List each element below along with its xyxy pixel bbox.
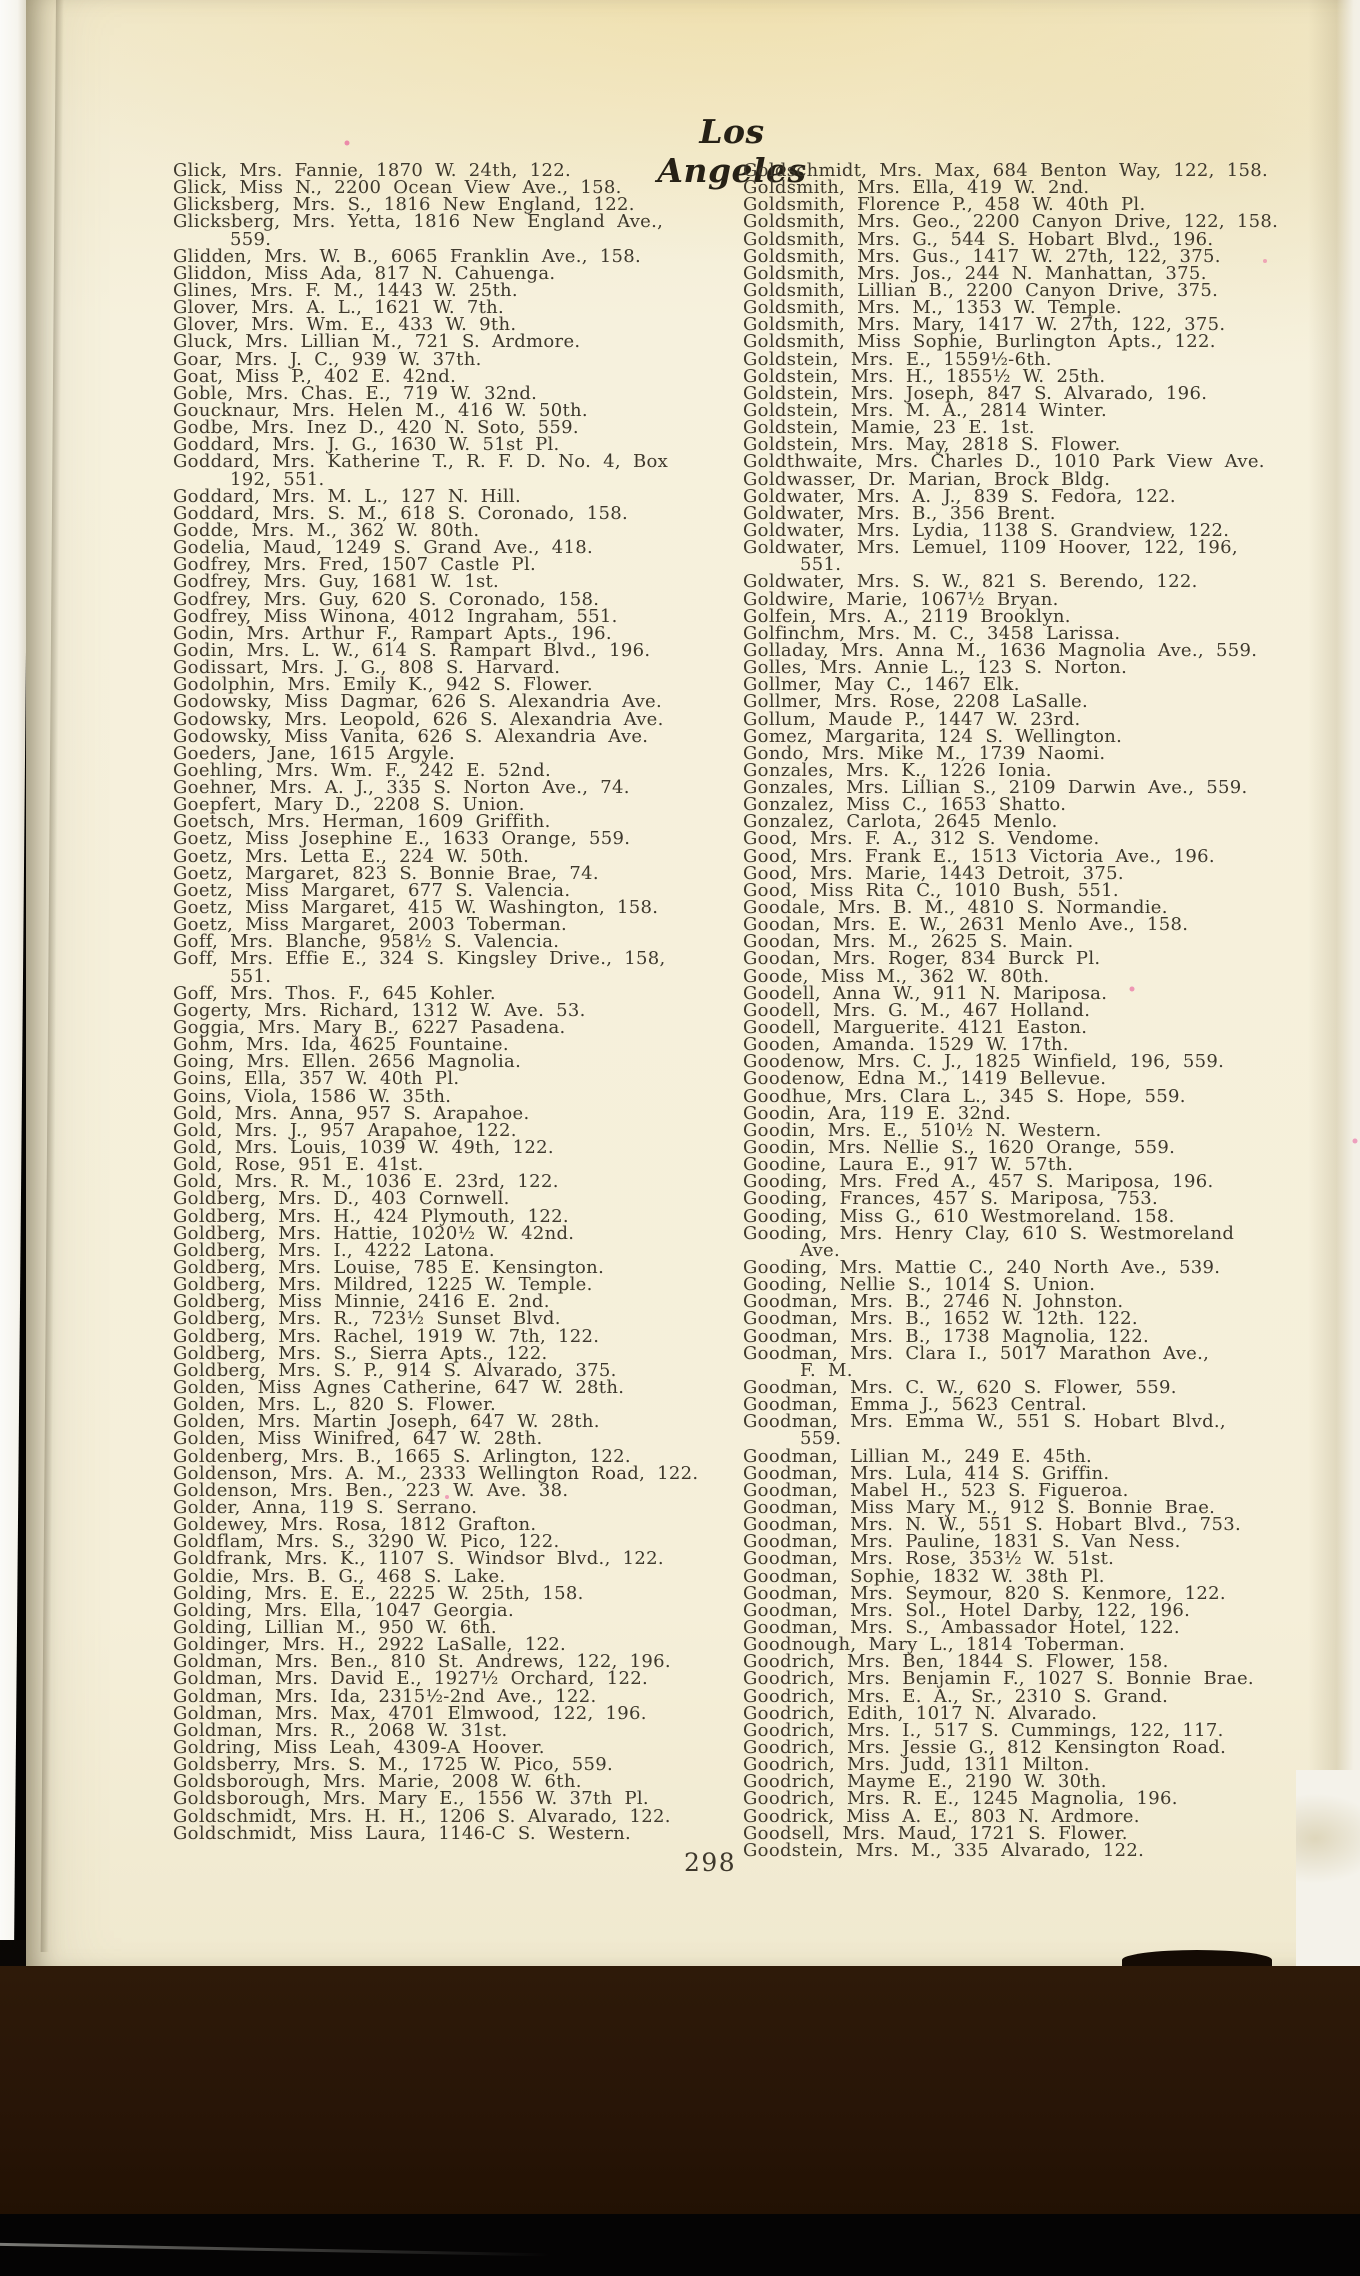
directory-entry: Goodstein, Mrs. M., 335 Alvarado, 122. (743, 1839, 1145, 1861)
directory-entry: Golding, Lillian M., 950 W. 6th. (173, 1616, 497, 1638)
directory-entry: Good, Mrs. F. A., 312 S. Vendome. (743, 828, 1100, 850)
directory-entry: Goodman, Sophie, 1832 W. 38th Pl. (743, 1565, 1105, 1587)
directory-entry: Gluck, Mrs. Lillian M., 721 S. Ardmore. (173, 331, 581, 353)
directory-entry-continuation: 192, 551. (230, 468, 325, 490)
directory-entry-continuation: 559. (230, 228, 272, 250)
directory-entry: Godowsky, Miss Vanita, 626 S. Alexandria Ave. (173, 725, 649, 747)
directory-entry: Goodrich, Mrs. Benjamin F., 1027 S. Bonnie Brae. (743, 1668, 1254, 1690)
directory-entry: Goldsmith, Mrs. Geo., 2200 Canyon Drive, 122, 158. (743, 211, 1279, 233)
directory-entry-continuation: 551. (230, 965, 272, 987)
directory-entry: Goddard, Mrs. M. L., 127 N. Hill. (173, 485, 521, 507)
directory-entry: Goldenson, Mrs. A. M., 2333 Wellington Road, 122. (173, 1462, 699, 1484)
directory-entry: Godowsky, Miss Dagmar, 626 S. Alexandria Ave. (173, 691, 663, 713)
directory-entry: Glicksberg, Mrs. Yetta, 1816 New England Ave., (173, 211, 664, 233)
directory-entry: Gonzales, Mrs. K., 1226 Ionia. (743, 759, 1052, 781)
directory-entry: Gonzalez, Carlota, 2645 Menlo. (743, 811, 1058, 833)
directory-entry: Goodenow, Mrs. C. J., 1825 Winfield, 196, 559. (743, 1051, 1225, 1073)
directory-entry: Goldwater, Mrs. S. W., 821 S. Berendo, 122. (743, 571, 1198, 593)
directory-entry: Goodman, Emma J., 5623 Central. (743, 1394, 1088, 1416)
directory-entry-continuation: F. M. (800, 1359, 853, 1381)
directory-entry: Goldenberg, Mrs. B., 1665 S. Arlington, 122. (173, 1445, 631, 1467)
directory-entry: Glover, Mrs. Wm. E., 433 W. 9th. (173, 314, 517, 336)
directory-entry: Goldstein, Mrs. May, 2818 S. Flower. (743, 434, 1121, 456)
directory-entry: Goodale, Mrs. B. M., 4810 S. Normandie. (743, 897, 1168, 919)
directory-entry: Goldsmith, Lillian B., 2200 Canyon Drive, 375. (743, 279, 1219, 301)
directory-page (26, 0, 1360, 1966)
directory-entry: Goodman, Mrs. N. W., 551 S. Hobart Blvd., 753. (743, 1514, 1241, 1536)
directory-entry: Goodin, Ara, 119 E. 32nd. (743, 1102, 1012, 1124)
directory-entry: Goble, Mrs. Chas. E., 719 W. 32nd. (173, 382, 538, 404)
directory-entry: Goetz, Miss Josephine E., 1633 Orange, 559. (173, 828, 631, 850)
directory-entry: Goodman, Mrs. Clara I., 5017 Marathon Ave., (743, 1342, 1210, 1364)
directory-entry: Godissart, Mrs. J. G., 808 S. Harvard. (173, 657, 561, 679)
directory-entry: Goldstein, Mrs. M. A., 2814 Winter. (743, 399, 1107, 421)
directory-entry: Gold, Rose, 951 E. 41st. (173, 1154, 424, 1176)
directory-entry: Gooding, Nellie S., 1014 S. Union. (743, 1274, 1096, 1296)
directory-column-right (743, 162, 1278, 1859)
directory-entry: Goodrich, Mrs. Judd, 1311 Milton. (743, 1754, 1090, 1776)
directory-entry: Godowsky, Mrs. Leopold, 626 S. Alexandria Ave. (173, 708, 664, 730)
book-cover-edge (0, 1966, 1360, 2216)
directory-entry: Goehling, Mrs. Wm. F., 242 E. 52nd. (173, 759, 552, 781)
directory-entry: Gooding, Miss G., 610 Westmoreland. 158. (743, 1205, 1175, 1227)
directory-entry: Goldberg, Mrs. Rachel, 1919 W. 7th, 122. (173, 1325, 600, 1347)
directory-entry: Goodman, Mrs. B., 1652 W. 12th. 122. (743, 1308, 1138, 1330)
directory-entry: Goldman, Mrs. Ida, 2315½-2nd Ave., 122. (173, 1685, 597, 1707)
directory-entry: Gliddon, Miss Ada, 817 N. Cahuenga. (173, 262, 556, 284)
directory-entry: Golding, Mrs. Ella, 1047 Georgia. (173, 1599, 514, 1621)
directory-entry: Goodan, Mrs. M., 2625 S. Main. (743, 931, 1074, 953)
directory-entry: Goode, Miss M., 362 W. 80th. (743, 965, 1050, 987)
directory-entry: Goldberg, Mrs. S., Sierra Apts., 122. (173, 1342, 548, 1364)
directory-entry: Goldsborough, Mrs. Marie, 2008 W. 6th. (173, 1771, 582, 1793)
directory-entry: Glines, Mrs. F. M., 1443 W. 25th. (173, 279, 518, 301)
directory-entry: Goodman, Mrs. S., Ambassador Hotel, 122. (743, 1616, 1180, 1638)
directory-entry: Godde, Mrs. M., 362 W. 80th. (173, 519, 480, 541)
directory-entry: Goodin, Mrs. E., 510½ N. Western. (743, 1119, 1102, 1141)
directory-entry: Goldsmith, Mrs. M., 1353 W. Temple. (743, 297, 1122, 319)
directory-entry: Goldinger, Mrs. H., 2922 LaSalle, 122. (173, 1634, 567, 1656)
directory-entry: Goodell, Marguerite. 4121 Easton. (743, 1017, 1088, 1039)
directory-entry: Goodhue, Mrs. Clara L., 345 S. Hope, 559. (743, 1085, 1186, 1107)
directory-entry: Goetsch, Mrs. Herman, 1609 Griffith. (173, 811, 551, 833)
directory-entry: Goodman, Mrs. Pauline, 1831 S. Van Ness. (743, 1531, 1181, 1553)
directory-entry: Goldman, Mrs. R., 2068 W. 31st. (173, 1719, 508, 1741)
directory-entry: Goff, Mrs. Blanche, 958½ S. Valencia. (173, 931, 560, 953)
directory-entry: Godelia, Maud, 1249 S. Grand Ave., 418. (173, 537, 594, 559)
directory-entry: Gollmer, May C., 1467 Elk. (743, 674, 1020, 696)
directory-entry: Goeders, Jane, 1615 Argyle. (173, 742, 456, 764)
directory-entry: Goodman, Mrs. Emma W., 551 S. Hobart Blvd., (743, 1411, 1226, 1433)
directory-entry: Gollum, Maude P., 1447 W. 23rd. (743, 708, 1081, 730)
directory-entry: Goodenow, Edna M., 1419 Bellevue. (743, 1068, 1107, 1090)
directory-entry: Goldwater, Mrs. Lemuel, 1109 Hoover, 122, 196, (743, 537, 1238, 559)
directory-entry: Godfrey, Mrs. Fred, 1507 Castle Pl. (173, 554, 537, 576)
directory-entry: Godfrey, Mrs. Guy, 1681 W. 1st. (173, 571, 500, 593)
directory-entry: Goldman, Mrs. David E., 1927½ Orchard, 122. (173, 1668, 648, 1690)
directory-entry: Goetz, Miss Margaret, 415 W. Washington, 158. (173, 897, 659, 919)
directory-entry: Gooding, Frances, 457 S. Mariposa, 753. (743, 1188, 1159, 1210)
directory-entry: Goldsmith, Florence P., 458 W. 40th Pl. (743, 194, 1146, 216)
directory-entry: Goodsell, Mrs. Maud, 1721 S. Flower. (743, 1822, 1128, 1844)
directory-entry: Goodrich, Mrs. Jessie G., 812 Kensington Road. (743, 1736, 1227, 1758)
directory-entry: Goldberg, Mrs. I., 4222 Latona. (173, 1239, 495, 1261)
directory-entry: Goldschmidt, Miss Laura, 1146-C S. Western. (173, 1822, 632, 1844)
directory-entry: Goddard, Mrs. J. G., 1630 W. 51st Pl. (173, 434, 560, 456)
page-title: Los Angeles (657, 112, 807, 190)
directory-entry: Good, Mrs. Marie, 1443 Detroit, 375. (743, 862, 1124, 884)
directory-entry: Golding, Mrs. E. E., 2225 W. 25th, 158. (173, 1582, 584, 1604)
directory-entry: Goodrich, Mrs. I., 517 S. Cummings, 122, 117. (743, 1719, 1224, 1741)
directory-entry: Gold, Mrs. R. M., 1036 E. 23rd, 122. (173, 1171, 559, 1193)
directory-entry: Goins, Viola, 1586 W. 35th. (173, 1085, 452, 1107)
directory-entry: Goldfrank, Mrs. K., 1107 S. Windsor Blvd., 122. (173, 1548, 664, 1570)
directory-entry: Golden, Miss Winifred, 647 W. 28th. (173, 1428, 543, 1450)
directory-entry: Goetz, Margaret, 823 S. Bonnie Brae, 74. (173, 862, 599, 884)
directory-entry: Goodin, Mrs. Nellie S., 1620 Orange, 559. (743, 1137, 1176, 1159)
directory-entry: Goodrich, Edith, 1017 N. Alvarado. (743, 1702, 1098, 1724)
directory-entry: Goldflam, Mrs. S., 3290 W. Pico, 122. (173, 1531, 560, 1553)
directory-entry: Goldberg, Mrs. Louise, 785 E. Kensington. (173, 1257, 605, 1278)
directory-entry: Gollmer, Mrs. Rose, 2208 LaSalle. (743, 691, 1089, 713)
directory-entry: Goetz, Mrs. Letta E., 224 W. 50th. (173, 845, 530, 867)
directory-entry: Goldsmith, Mrs. Gus., 1417 W. 27th, 122, 375. (743, 245, 1221, 267)
directory-entry: Goins, Ella, 357 W. 40th Pl. (173, 1068, 460, 1090)
directory-entry: Goodman, Miss Mary M., 912 S. Bonnie Brae. (743, 1496, 1216, 1518)
directory-entry: Goddard, Mrs. S. M., 618 S. Coronado, 158. (173, 502, 629, 524)
directory-entry: Goggia, Mrs. Mary B., 6227 Pasadena. (173, 1017, 566, 1039)
directory-entry: Goodman, Mabel H., 523 S. Figueroa. (743, 1479, 1129, 1501)
directory-entry: Glidden, Mrs. W. B., 6065 Franklin Ave., 158. (173, 245, 642, 267)
directory-entry: Golden, Mrs. Martin Joseph, 647 W. 28th. (173, 1411, 600, 1433)
directory-entry: Gooding, Mrs. Mattie C., 240 North Ave., 539. (743, 1257, 1221, 1278)
directory-entry-continuation: 551. (800, 554, 842, 576)
directory-entry: Goodine, Laura E., 917 W. 57th. (743, 1154, 1074, 1176)
directory-entry: Goff, Mrs. Effie E., 324 S. Kingsley Drive., 158, (173, 948, 666, 970)
directory-entry: Goldman, Mrs. Ben., 810 St. Andrews, 122, 196. (173, 1651, 671, 1673)
directory-entry: Godin, Mrs. Arthur F., Rampart Apts., 196. (173, 622, 612, 644)
directory-entry: Godfrey, Mrs. Guy, 620 S. Coronado, 158. (173, 588, 600, 610)
directory-entry: Goodman, Lillian M., 249 E. 45th. (743, 1445, 1093, 1467)
directory-entry: Goodman, Mrs. Sol., Hotel Darby, 122, 196. (743, 1599, 1191, 1621)
directory-entry: Goodrich, Mrs. E. A., Sr., 2310 S. Grand. (743, 1685, 1169, 1707)
directory-entry: Goldewey, Mrs. Rosa, 1812 Grafton. (173, 1514, 537, 1536)
directory-entry: Golden, Miss Agnes Catherine, 647 W. 28th. (173, 1376, 625, 1398)
directory-entry: Goodman, Mrs. B., 1738 Magnolia, 122. (743, 1325, 1150, 1347)
directory-entry: Good, Miss Rita C., 1010 Bush, 551. (743, 879, 1119, 901)
directory-entry: Goldthwaite, Mrs. Charles D., 1010 Park View Ave. (743, 451, 1265, 473)
directory-entry: Goucknaur, Mrs. Helen M., 416 W. 50th. (173, 399, 588, 421)
directory-entry: Godolphin, Mrs. Emily K., 942 S. Flower. (173, 674, 593, 696)
scan-background (0, 2214, 1360, 2276)
directory-entry: Goldsmith, Mrs. Mary, 1417 W. 27th, 122, 375. (743, 314, 1226, 336)
page-gutter-shadow (41, 0, 64, 1952)
directory-entry: Gonzales, Mrs. Lillian S., 2109 Darwin Ave., 559. (743, 777, 1248, 799)
directory-entry: Golfinchm, Mrs. M. C., 3458 Larissa. (743, 622, 1121, 644)
directory-entry: Goodrich, Mrs. Ben, 1844 S. Flower, 158. (743, 1651, 1169, 1673)
directory-entry: Godfrey, Miss Winona, 4012 Ingraham, 551. (173, 605, 618, 627)
directory-entry: Gogerty, Mrs. Richard, 1312 W. Ave. 53. (173, 999, 586, 1021)
directory-entry: Goodman, Mrs. C. W., 620 S. Flower, 559. (743, 1376, 1177, 1398)
directory-entry: Goff, Mrs. Thos. F., 645 Kohler. (173, 982, 496, 1004)
directory-entry: Goetz, Miss Margaret, 677 S. Valencia. (173, 879, 571, 901)
directory-entry: Goldstein, Mrs. Joseph, 847 S. Alvarado, 196. (743, 382, 1208, 404)
directory-entry: Goehner, Mrs. A. J., 335 S. Norton Ave., 74. (173, 777, 630, 799)
directory-entry: Golfein, Mrs. A., 2119 Brooklyn. (743, 605, 1071, 627)
directory-entry: Goodman, Mrs. Rose, 353½ W. 51st. (743, 1548, 1115, 1570)
directory-entry: Goldwater, Mrs. B., 356 Brent. (743, 502, 1056, 524)
directory-entry: Goldschmidt, Mrs. Max, 684 Benton Way, 122, 158. (743, 160, 1269, 181)
directory-entry: Gonzalez, Miss C., 1653 Shatto. (743, 794, 1067, 816)
directory-entry: Gooden, Amanda. 1529 W. 17th. (743, 1034, 1069, 1056)
directory-entry: Goldsmith, Mrs. Jos., 244 N. Manhattan, 375. (743, 262, 1207, 284)
directory-entry: Goldsmith, Miss Sophie, Burlington Apts., 122. (743, 331, 1216, 353)
directory-entry: Goldsmith, Mrs. Ella, 419 W. 2nd. (743, 177, 1090, 199)
page-curve-shadow (1308, 0, 1360, 1790)
directory-entry: Golder, Anna, 119 S. Serrano. (173, 1496, 478, 1518)
directory-entry: Goodell, Anna W., 911 N. Mariposa. (743, 982, 1108, 1004)
scan-dark-notch (0, 1940, 26, 1968)
directory-entry: Goldsmith, Mrs. G., 544 S. Hobart Blvd., 196. (743, 228, 1214, 250)
directory-entry: Goldberg, Mrs. Mildred, 1225 W. Temple. (173, 1274, 593, 1296)
directory-entry: Goldenson, Mrs. Ben., 223 W. Ave. 38. (173, 1479, 569, 1501)
directory-entry: Goat, Miss P., 402 E. 42nd. (173, 365, 457, 387)
directory-entry-continuation: Ave. (800, 1239, 841, 1261)
directory-entry: Goodrich, Mayme E., 2190 W. 30th. (743, 1771, 1107, 1793)
directory-entry: Goldwater, Mrs. A. J., 839 S. Fedora, 122. (743, 485, 1176, 507)
directory-entry: Golden, Mrs. L., 820 S. Flower. (173, 1394, 497, 1416)
directory-entry: Goldsborough, Mrs. Mary E., 1556 W. 37th Pl. (173, 1788, 649, 1810)
directory-entry: Goldberg, Mrs. R., 723½ Sunset Blvd. (173, 1308, 561, 1330)
directory-entry: Goodell, Mrs. G. M., 467 Holland. (743, 999, 1091, 1021)
directory-entry: Goldberg, Mrs. Hattie, 1020½ W. 42nd. (173, 1222, 575, 1244)
directory-entry: Goldstein, Mrs. E., 1559½-6th. (743, 348, 1052, 370)
directory-entry: Gold, Mrs. Anna, 957 S. Arapahoe. (173, 1102, 530, 1124)
directory-entry: Goldie, Mrs. B. G., 468 S. Lake. (173, 1565, 506, 1587)
directory-entry: Glick, Mrs. Fannie, 1870 W. 24th, 122. (173, 160, 572, 181)
directory-entry: Godin, Mrs. L. W., 614 S. Rampart Blvd., 196. (173, 639, 651, 661)
directory-entry: Goodrick, Miss A. E., 803 N. Ardmore. (743, 1805, 1140, 1827)
directory-entry: Gold, Mrs. J., 957 Arapahoe, 122. (173, 1119, 517, 1141)
directory-entry: Goldsberry, Mrs. S. M., 1725 W. Pico, 559. (173, 1754, 614, 1776)
directory-entry: Good, Mrs. Frank E., 1513 Victoria Ave., 196. (743, 845, 1215, 867)
directory-entry: Goodman, Mrs. Lula, 414 S. Griffin. (743, 1462, 1110, 1484)
directory-entry: Gooding, Mrs. Henry Clay, 610 S. Westmoreland (743, 1222, 1235, 1244)
directory-entry: Goodman, Mrs. Seymour, 820 S. Kenmore, 122. (743, 1582, 1226, 1604)
directory-entry: Gold, Mrs. Louis, 1039 W. 49th, 122. (173, 1137, 554, 1159)
directory-entry: Glick, Miss N., 2200 Ocean View Ave., 158. (173, 177, 622, 199)
directory-entry: Goldberg, Mrs. S. P., 914 S. Alvarado, 375. (173, 1359, 617, 1381)
directory-entry: Golladay, Mrs. Anna M., 1636 Magnolia Ave., 559. (743, 639, 1258, 661)
directory-entry: Goldwasser, Dr. Marian, Brock Bldg. (743, 468, 1111, 490)
scan-specks (26, 0, 28, 2)
directory-entry: Gohm, Mrs. Ida, 4625 Fountaine. (173, 1034, 509, 1056)
directory-entry: Goepfert, Mary D., 2208 S. Union. (173, 794, 525, 816)
directory-entry: Gomez, Margarita, 124 S. Wellington. (743, 725, 1123, 747)
directory-entry: Godbe, Mrs. Inez D., 420 N. Soto, 559. (173, 417, 579, 439)
directory-entry: Goodnough, Mary L., 1814 Toberman. (743, 1634, 1126, 1656)
directory-entry: Goldring, Miss Leah, 4309-A Hoover. (173, 1736, 545, 1758)
directory-entry: Goodan, Mrs. E. W., 2631 Menlo Ave., 158. (743, 914, 1189, 936)
directory-entry: Goetz, Miss Margaret, 2003 Toberman. (173, 914, 568, 936)
directory-entry: Goldberg, Mrs. D., 403 Cornwell. (173, 1188, 510, 1210)
page-edge-stack (1296, 1770, 1360, 1966)
directory-entry: Goldstein, Mrs. H., 1855½ W. 25th. (743, 365, 1106, 387)
directory-entry: Goodan, Mrs. Roger, 834 Burck Pl. (743, 948, 1101, 970)
directory-entry: Goldwire, Marie, 1067½ Bryan. (743, 588, 1059, 610)
directory-entry: Glover, Mrs. A. L., 1621 W. 7th. (173, 297, 505, 319)
directory-entry: Goldberg, Miss Minnie, 2416 E. 2nd. (173, 1291, 550, 1313)
directory-entry: Goldberg, Mrs. H., 424 Plymouth, 122. (173, 1205, 569, 1227)
directory-entry: Goldschmidt, Mrs. H. H., 1206 S. Alvarado, 122. (173, 1805, 671, 1827)
directory-entry: Goddard, Mrs. Katherine T., R. F. D. No. 4, Box (173, 451, 669, 473)
directory-entry: Goodman, Mrs. B., 2746 N. Johnston. (743, 1291, 1124, 1313)
directory-entry: Gondo, Mrs. Mike M., 1739 Naomi. (743, 742, 1106, 764)
directory-entry: Goar, Mrs. J. C., 939 W. 37th. (173, 348, 482, 370)
directory-entry: Gooding, Mrs. Fred A., 457 S. Mariposa, 196. (743, 1171, 1214, 1193)
directory-entry: Goodrich, Mrs. R. E., 1245 Magnolia, 196. (743, 1788, 1178, 1810)
directory-entry: Goldwater, Mrs. Lydia, 1138 S. Grandview, 122. (743, 519, 1230, 541)
directory-entry: Goldman, Mrs. Max, 4701 Elmwood, 122, 196. (173, 1702, 647, 1724)
directory-column-left (173, 162, 698, 1842)
directory-entry-continuation: 559. (800, 1428, 842, 1450)
page-number: 298 (684, 1848, 737, 1877)
directory-entry: Glicksberg, Mrs. S., 1816 New England, 122. (173, 194, 635, 216)
directory-entry: Golles, Mrs. Annie L., 123 S. Norton. (743, 657, 1128, 679)
directory-entry: Goldstein, Mamie, 23 E. 1st. (743, 417, 1035, 439)
directory-entry: Going, Mrs. Ellen. 2656 Magnolia. (173, 1051, 522, 1073)
